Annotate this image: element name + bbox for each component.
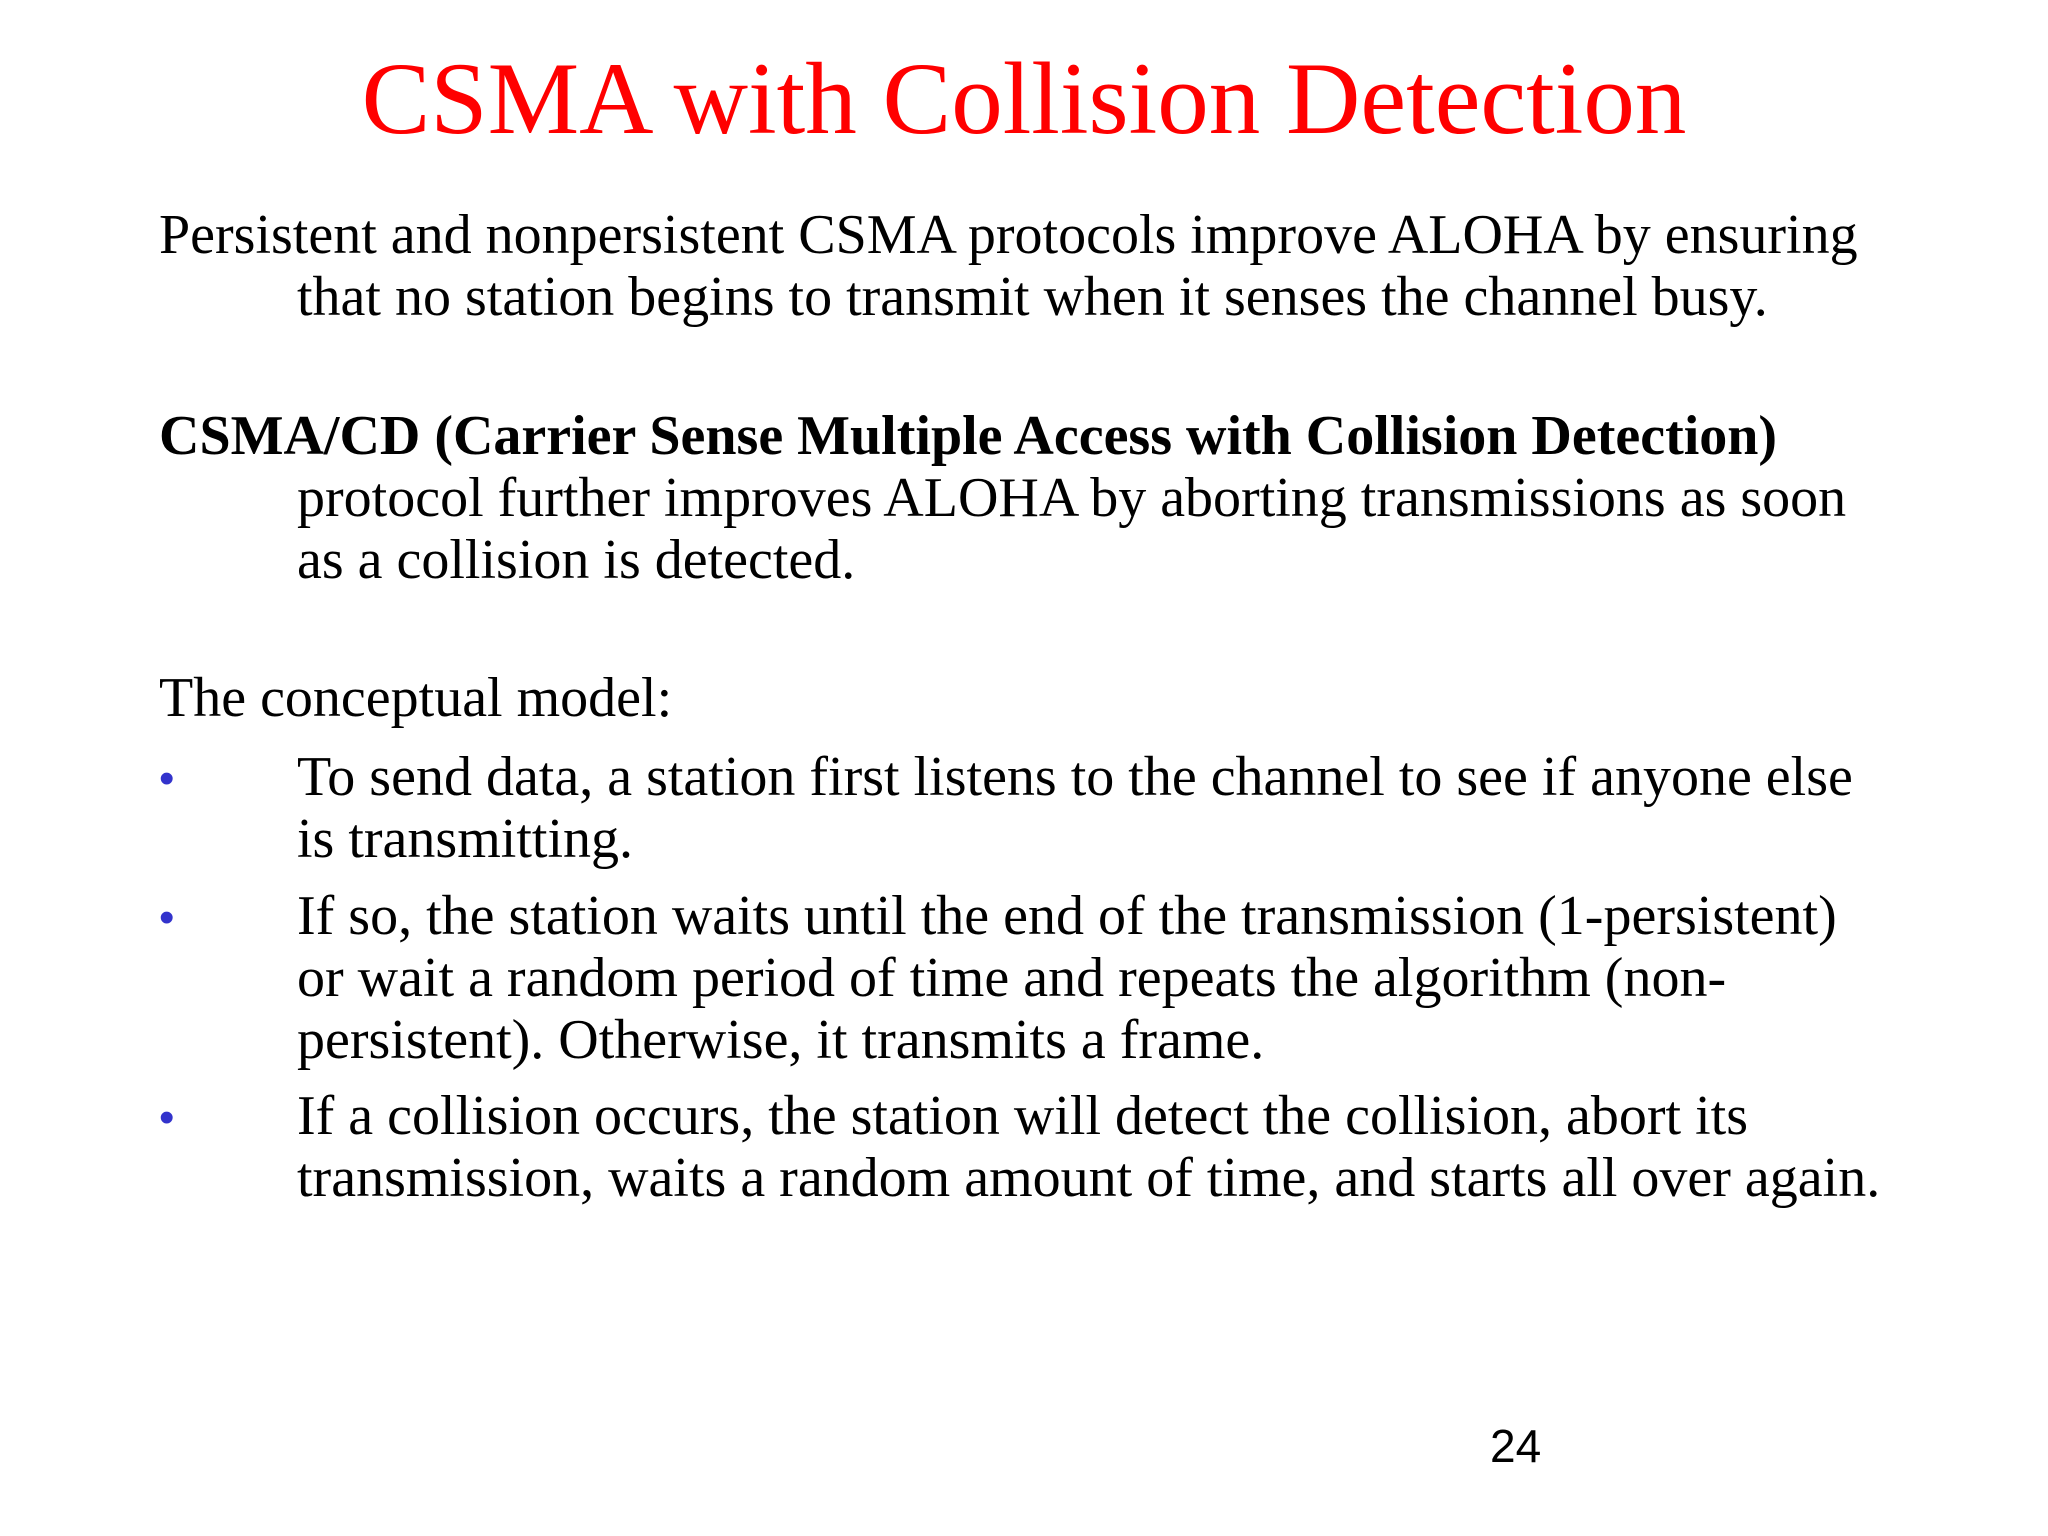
- bullet-text: If so, the station waits until the end of the transmission (1-persistent) or wait a random period of time and repeats the algorithm (non-persistent). Otherwise, it transmits a frame.: [297, 885, 1837, 1071]
- bullet-icon: •: [159, 1093, 175, 1142]
- bullet-text: To send data, a station first listens to the channel to see if anyone else is transmitting.: [297, 746, 1853, 870]
- paragraph-persistent-csma: [159, 204, 1959, 328]
- bullet-item-listen: [159, 746, 1959, 870]
- slide-title: CSMA with Collision Detection: [361, 42, 1687, 156]
- paragraph-lead: Persistent and nonpersistent CSMA protocols improve ALOHA by ensuring: [159, 204, 1858, 266]
- paragraph-csma-cd: [159, 405, 1959, 591]
- bullet-icon: •: [159, 754, 175, 803]
- paragraph-lead-bold: CSMA/CD (Carrier Sense Multiple Access with Collision Detection): [159, 405, 1778, 467]
- paragraph-conceptual-model: [159, 667, 1959, 729]
- bullet-icon: •: [159, 893, 175, 942]
- bullet-text: If a collision occurs, the station will detect the collision, abort its transmission, waits a random amount of time, and starts all over again.: [297, 1085, 1881, 1209]
- paragraph-continuation: that no station begins to transmit when it senses the channel busy.: [297, 266, 1768, 328]
- bullet-item-collision: [159, 1085, 1959, 1209]
- paragraph-lead: The conceptual model:: [159, 667, 673, 729]
- paragraph-continuation: protocol further improves ALOHA by aborting transmissions as soon as a collision is detected.: [297, 467, 1847, 591]
- page-number: 24: [1490, 1420, 1542, 1472]
- bullet-item-wait: [159, 885, 1959, 1071]
